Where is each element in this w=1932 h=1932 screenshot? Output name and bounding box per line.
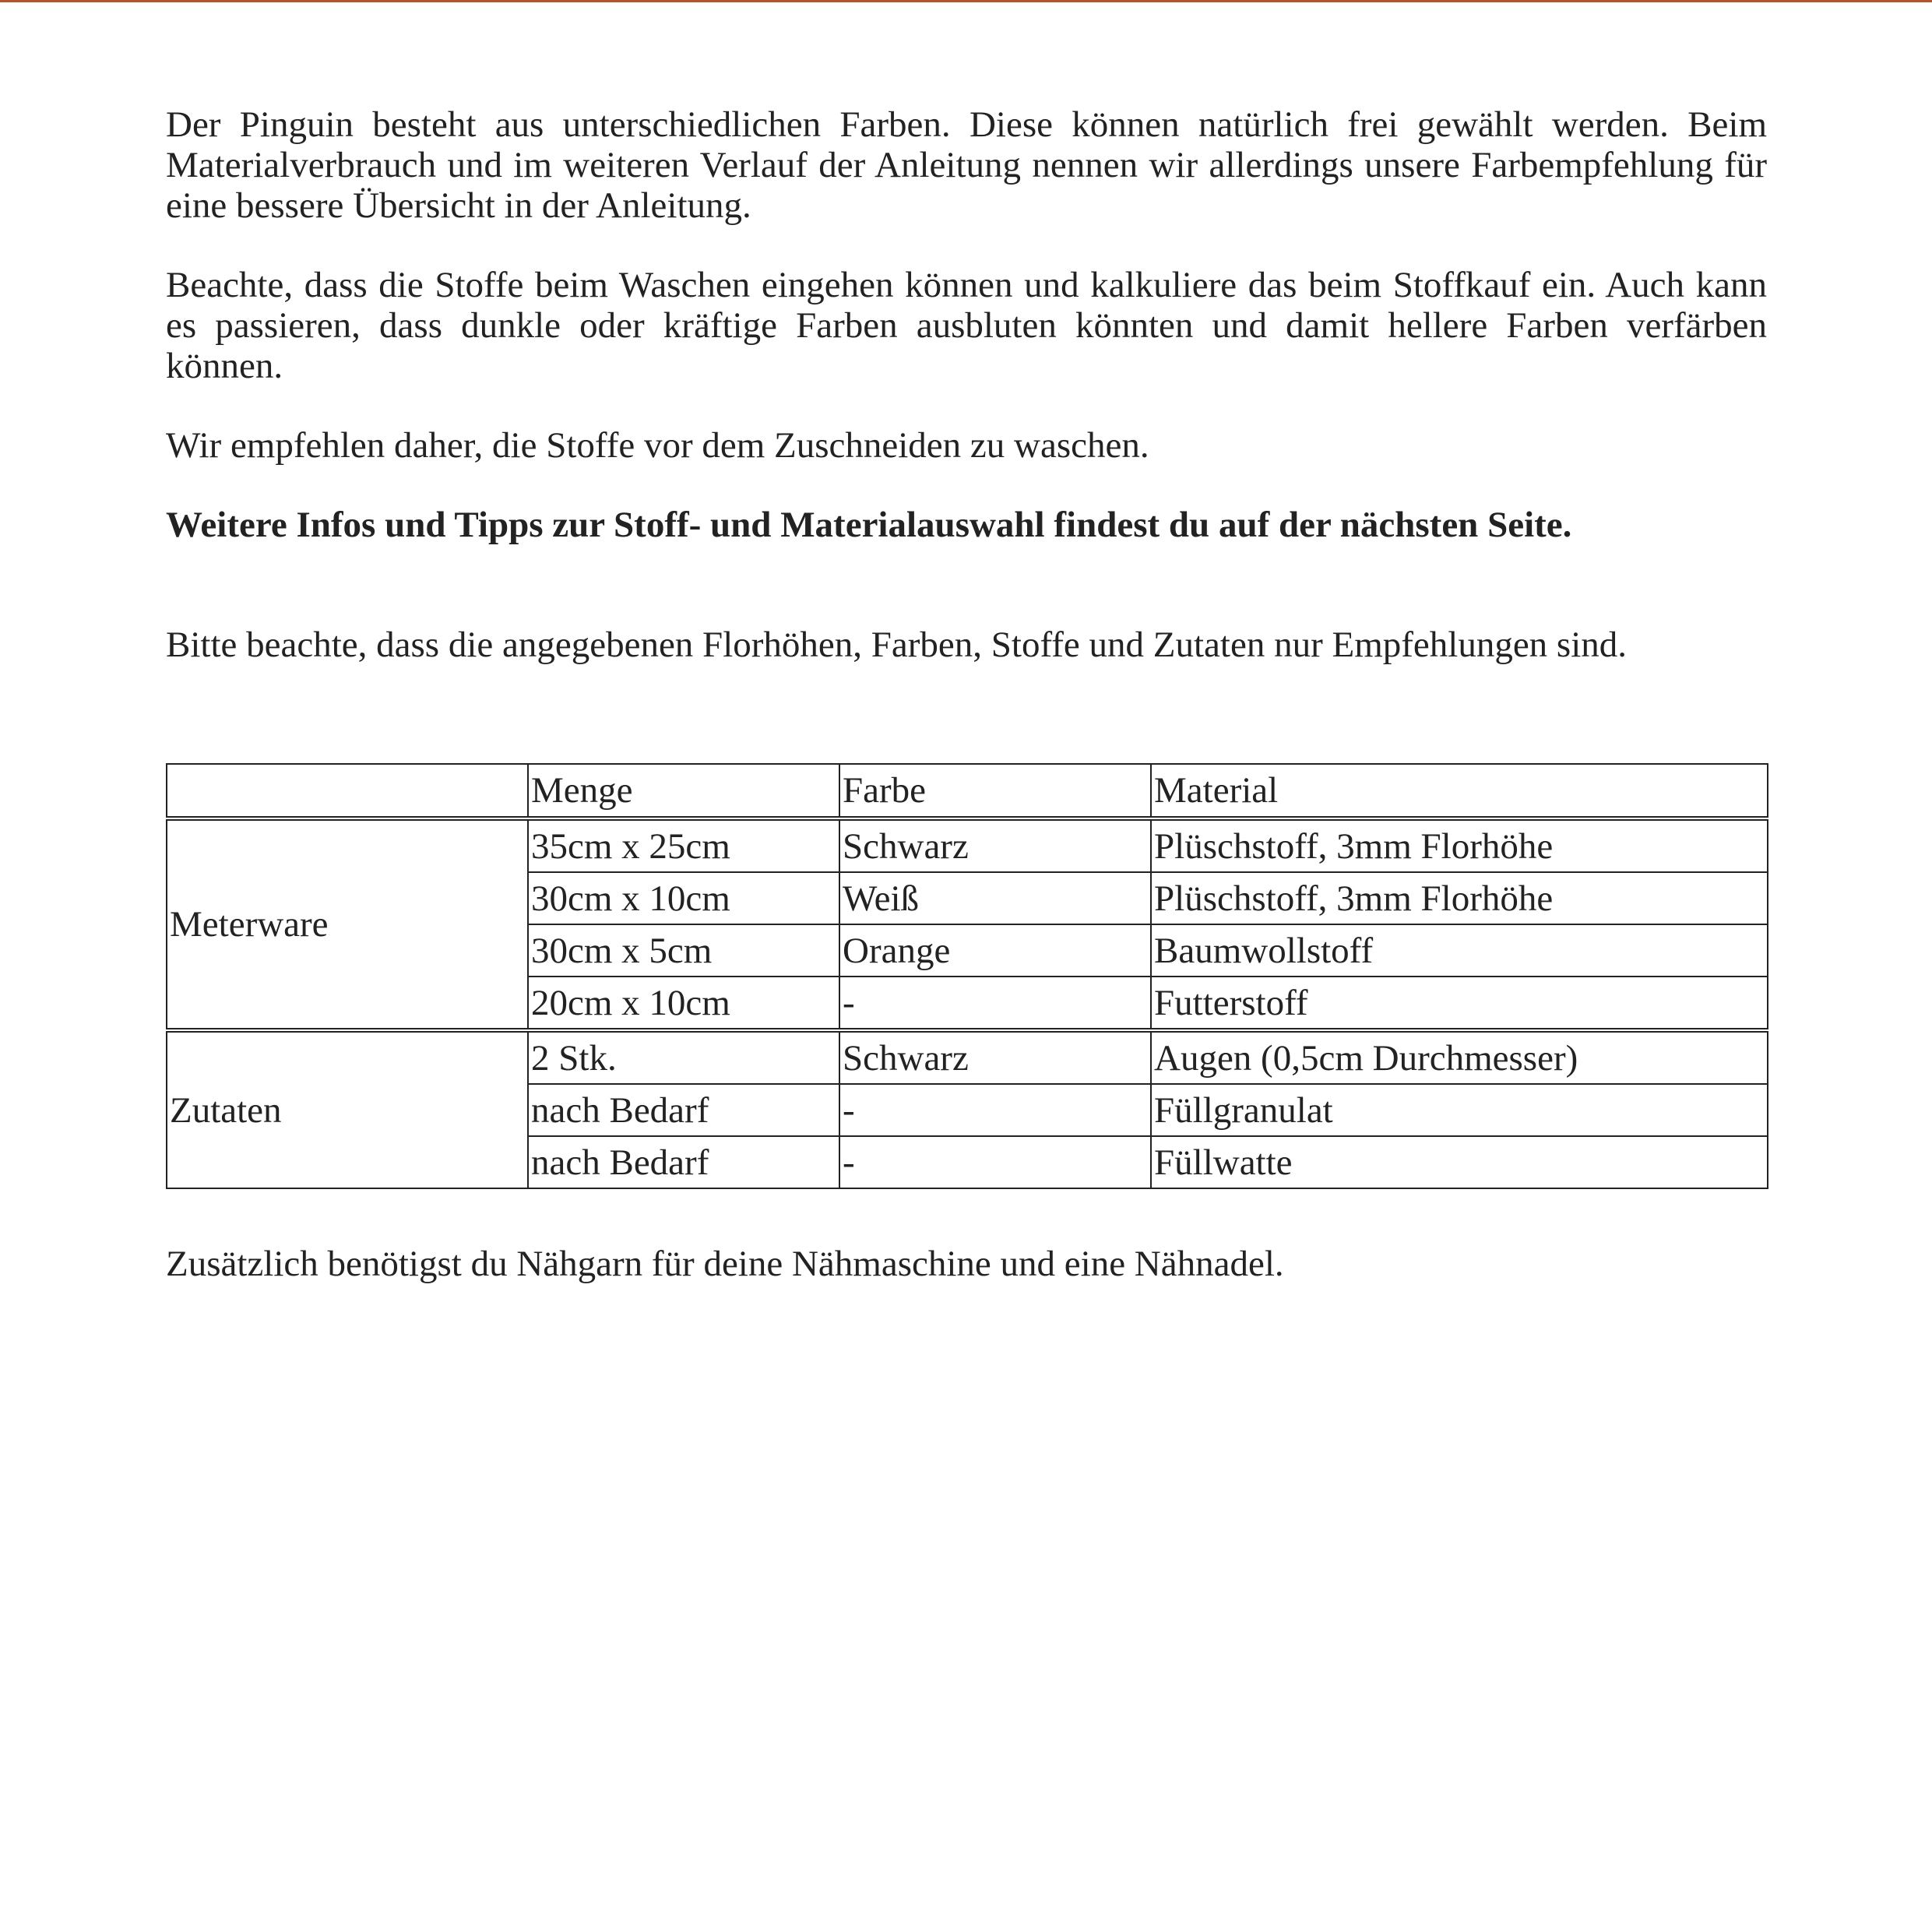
page-content: [166, 104, 1767, 1284]
cell-menge: nach Bedarf: [528, 1136, 839, 1188]
recommendation-paragraph: Wir empfehlen daher, die Stoffe vor dem Zuschneiden zu waschen.: [166, 425, 1149, 466]
materials-table: [166, 763, 1768, 1189]
cell-menge: 35cm x 25cm: [528, 818, 839, 872]
cell-material: Baumwollstoff: [1151, 924, 1768, 977]
header-cell-empty: [167, 764, 528, 818]
cell-menge: 30cm x 5cm: [528, 924, 839, 977]
cell-farbe: -: [839, 1136, 1151, 1188]
cell-material: Plüschstoff, 3mm Florhöhe: [1151, 872, 1768, 924]
disclaimer-paragraph: Bitte beachte, dass die angegebenen Florhöhen, Farben, Stoffe und Zutaten nur Empfehlungen sind.: [166, 625, 1628, 665]
additional-paragraph: Zusätzlich benötigst du Nähgarn für deine Nähmaschine und eine Nähnadel.: [166, 1244, 1284, 1284]
group-label-zutaten: Zutaten: [167, 1030, 528, 1188]
table-header-row: [167, 764, 1768, 818]
cell-farbe: Orange: [839, 924, 1151, 977]
more-info-paragraph: Weitere Infos und Tipps zur Stoff- und Materialauswahl findest du auf der nächsten Seite.: [166, 505, 1572, 545]
header-cell-material: Material: [1151, 764, 1768, 818]
cell-menge: 2 Stk.: [528, 1030, 839, 1084]
top-rule: [0, 0, 1932, 2]
table-row: [167, 818, 1768, 872]
cell-farbe: Weiß: [839, 872, 1151, 924]
header-cell-farbe: Farbe: [839, 764, 1151, 818]
group-label-meterware: Meterware: [167, 818, 528, 1030]
cell-material: Plüschstoff, 3mm Florhöhe: [1151, 818, 1768, 872]
cell-material: Füllwatte: [1151, 1136, 1768, 1188]
cell-menge: 30cm x 10cm: [528, 872, 839, 924]
intro-paragraph: Der Pinguin besteht aus unterschiedlichen Farben. Diese können natürlich frei gewählt werden. Beim Materialverbrauch und im weiteren Verlauf der Anleitung nennen wir allerdings unsere Farbempfehlung für eine bessere Übersicht in der Anleitung.: [166, 104, 1767, 226]
header-cell-menge: Menge: [528, 764, 839, 818]
cell-material: Futterstoff: [1151, 977, 1768, 1030]
washing-note-paragraph: Beachte, dass die Stoffe beim Waschen eingehen können und kalkuliere das beim Stoffkauf ein. Auch kann es passieren, dass dunkle oder kräftige Farben ausbluten könnten und damit hellere Farben verfärben können.: [166, 265, 1767, 386]
cell-farbe: Schwarz: [839, 818, 1151, 872]
cell-menge: 20cm x 10cm: [528, 977, 839, 1030]
cell-farbe: -: [839, 977, 1151, 1030]
cell-material: Füllgranulat: [1151, 1084, 1768, 1136]
cell-material: Augen (0,5cm Durchmesser): [1151, 1030, 1768, 1084]
cell-menge: nach Bedarf: [528, 1084, 839, 1136]
cell-farbe: -: [839, 1084, 1151, 1136]
table-row: [167, 1030, 1768, 1084]
cell-farbe: Schwarz: [839, 1030, 1151, 1084]
